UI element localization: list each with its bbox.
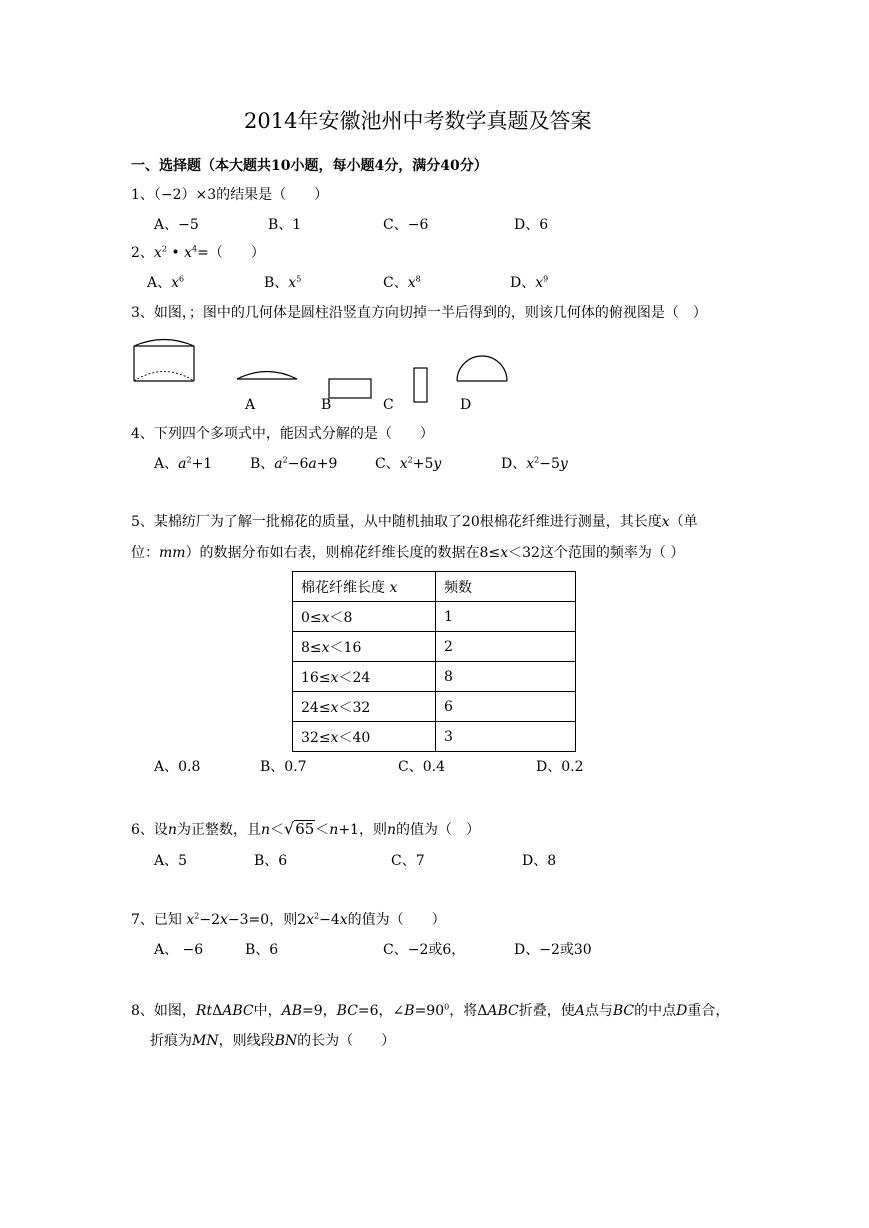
question-2-number: 2、 <box>131 245 154 261</box>
table-header-row <box>293 572 576 602</box>
question-3-stem: 3、如图，；图中的几何体是圆柱沿竖直方向切掉一半后得到的，则该几何体的俯视图是（ ） <box>131 305 707 321</box>
question-7-option-d: D、−2或30 <box>514 942 592 958</box>
table-row: 0≤x＜8 1 <box>293 602 576 632</box>
table-row: 8≤x＜16 2 <box>293 632 576 662</box>
question-7-option-c: C、−2或6， <box>383 942 466 958</box>
question-4-option-a: A、$a^2+1$ <box>154 455 213 472</box>
sqrt-radicand: 65 <box>295 820 315 838</box>
question-6-option-c: C、7 <box>391 853 425 869</box>
table-header-length: 棉花纤维长度 x <box>293 572 436 602</box>
question-6-option-d: D、8 <box>522 853 557 869</box>
figure-label-a: A <box>245 397 256 413</box>
question-2-option-b: B、$x^5$ <box>264 274 302 291</box>
question-5-line-2: 位：mm）的数据分布如右表，则棉花纤维长度的数据在8≤x＜32这个范围的频率为（ ） <box>131 545 685 561</box>
question-1-option-b: B、1 <box>268 217 302 233</box>
question-1-option-d: D、6 <box>514 217 549 233</box>
question-8-line-1: 8、如图，RtΔABC中，AB=9，BC=6，$\angle B=90^0$，将ΔABC折叠，使A点与BC的中点D重合， <box>131 1002 730 1019</box>
figure-label-d: D <box>460 397 472 413</box>
question-8-line-2: 折痕为MN，则线段BN的长为（ ） <box>150 1033 396 1049</box>
question-6-stem: 6、设n为正整数，且n＜√65＜n+1，则n的值为（ ） <box>131 819 480 838</box>
question-1-option-c: C、−6 <box>383 217 429 233</box>
question-5-option-d: D、0.2 <box>536 759 584 775</box>
question-7-stem: 7、已知 $x^2-2x-3=0$，则$2x^2-4x$的值为（ ） <box>131 911 446 928</box>
question-2-option-c: C、$x^8$ <box>383 274 421 291</box>
question-4-option-b: B、$a^2-6a+9$ <box>250 455 338 472</box>
question-4-option-d: D、$x^2-5y$ <box>501 455 568 472</box>
table-row: 16≤x＜24 8 <box>293 662 576 692</box>
view-option-c <box>414 368 427 402</box>
figure-label-c: C <box>383 397 394 413</box>
table-row: 32≤x＜40 3 <box>293 722 576 752</box>
view-option-b <box>329 379 371 398</box>
view-option-d <box>457 356 507 381</box>
question-5-option-a: A、0.8 <box>154 759 201 775</box>
question-2-stem: 2、$x^2$ • $x^4=$（ ） <box>131 244 265 261</box>
question-6-option-a: A、5 <box>154 853 188 869</box>
section-heading: 一、选择题（本大题共10小题，每小题4分，满分40分） <box>131 158 488 174</box>
table-row: 24≤x＜32 6 <box>293 692 576 722</box>
question-1-option-a: A、−5 <box>154 217 199 233</box>
frequency-table <box>292 571 576 752</box>
question-7-option-b: B、6 <box>245 942 279 958</box>
page-title: 2014年安徽池州中考数学真题及答案 <box>244 109 592 133</box>
question-7-option-a: A、 −6 <box>154 942 204 958</box>
question-6-option-b: B、6 <box>254 853 288 869</box>
question-3-figures <box>0 0 869 420</box>
view-option-a <box>237 372 297 380</box>
half-cylinder-figure <box>134 340 194 382</box>
figure-label-b: B <box>321 397 332 413</box>
question-1-stem: 1、（−2）×3的结果是（ ） <box>131 187 329 203</box>
sqrt-symbol: √ <box>283 819 295 838</box>
table-header-frequency: 频数 <box>436 572 576 602</box>
question-5-option-b: B、0.7 <box>260 759 307 775</box>
question-4-option-c: C、$x^2+5y$ <box>375 455 442 472</box>
question-2-option-a: A、$x^6$ <box>147 274 185 291</box>
question-2-option-d: D、$x^9$ <box>510 274 549 291</box>
question-5-option-c: C、0.4 <box>398 759 445 775</box>
question-5-line-1: 5、某棉纺厂为了解一批棉花的质量，从中随机抽取了20根棉花纤维进行测量，其长度x（单 <box>131 514 698 530</box>
question-4-stem: 4、下列四个多项式中，能因式分解的是（ ） <box>131 426 434 442</box>
